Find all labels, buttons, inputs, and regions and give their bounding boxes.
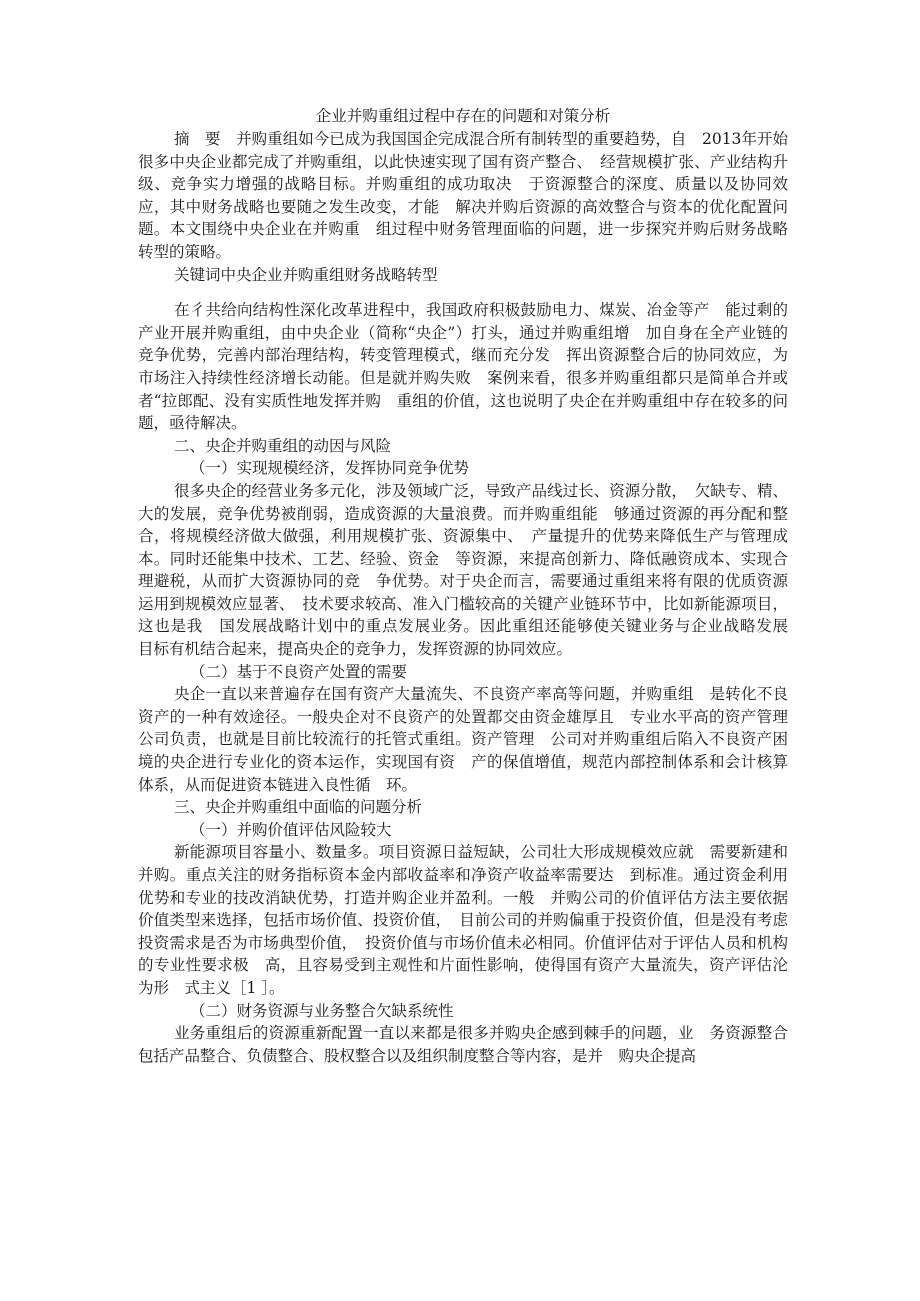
- section-3-1-body: 新能源项目容量小、数量多。项目资源日益短缺，公司壮大形成规模效应就 需要新建和并购。重点关注的财务指标资本金内部收益率和净资产收益率需要达 到标准。通过资金利用优势和专业的技改消缺优势，打造并购企业并盈利。一般 并购公司的价值评估方法主要依据价值类型来选择，包括市场价值、投资价值， 目前公司的并购偏重于投资价值，但是没有考虑投资需求是否为市场典型价值， 投资价值与市场价值未必相同。价值评估对于评估人员和机构的专业性要求极 高，且容易受到主观性和片面性影响，使得国有资产大量流失，资产评估沦为形 式主义［1 ］。: [138, 843, 788, 997]
- section-2-heading: 二、央企并购重组的动因与风险: [174, 436, 392, 455]
- section-3-2-heading: （二）财务资源与业务整合欠缺系统性: [190, 1001, 454, 1020]
- paragraph-gap: [138, 286, 788, 299]
- intro-paragraph: 在彳共给向结构性深化改革进程中，我国政府积极鼓励电力、煤炭、冶金等产 能过剩的产业开展并购重组，由中央企业（简称“央企”）打头，通过并购重组增 加自身在全产业链的竞争优势，完善内部治理结构，转变管理模式，继而充分发 挥出资源整合后的协同效应，为市场注入持续性经济增长动能。但是就并购失败 案例来看，很多并购重组都只是简单合并或者“拉郎配、没有实质性地发挥并购 重组的价值，这也说明了央企在并购重组中存在较多的问题，亟待解决。: [138, 301, 788, 433]
- section-3-2-body: 业务重组后的资源重新配置一直以来都是很多并购央企感到棘手的问题，业 务资源整合包括产品整合、负债整合、股权整合以及组织制度整合等内容，是并 购央企提高: [138, 1024, 788, 1065]
- section-2-1-heading: （一）实现规模经济，发挥协同竞争优势: [190, 459, 470, 478]
- section-3-heading: 三、央企并购重组中面临的问题分析: [174, 798, 423, 817]
- document-title: 企业并购重组过程中存在的问题和对策分析: [315, 107, 611, 125]
- section-2-2-body: 央企一直以来普遍存在国有资产大量流失、不良资产率高等问题，并购重组 是转化不良资产的一种有效途径。一般央企对不良资产的处置都交由资金雄厚且 专业水平高的资产管理公司负责，也就是目前比较流行的托管式重组。资产管理 公司对并购重组后陷入不良资产困境的央企进行专业化的资本运作，实现国有资 产的保值增值，规范内部控制体系和会计核算体系，从而促进资本链进入良性循 环。: [138, 685, 788, 794]
- section-3-1-heading: （一）并购价值评估风险较大: [190, 820, 392, 839]
- section-2-2-heading: （二）基于不良资产处置的需要: [190, 662, 408, 681]
- document-page: [138, 104, 804, 1067]
- keywords-line: 关键词中央企业并购重组财务战略转型: [174, 265, 438, 284]
- section-2-1-body: 很多央企的经营业务多元化，涉及领域广泛，导致产品线过长、资源分散， 欠缺专、精、大的发展，竞争优势被削弱，造成资源的大量浪费。而并购重组能 够通过资源的再分配和整合，将规模经济做大做强，利用规模扩张、资源集中、 产量提升的优势来降低生产与管理成本。同时还能集中技术、工艺、经验、资金 等资源，来提高创新力、降低融资成本、实现合理避税，从而扩大资源协同的竞 争优势。对于央企而言，需要通过重组来将有限的优质资源运用到规模效应显著、 技术要求较高、准入门槛较高的关键产业链环节中，比如新能源项目，这也是我 国发展战略计划中的重点发展业务。因此重组还能够使关键业务与企业战略发展 目标有机结合起来，提高央企的竞争力，发挥资源的协同效应。: [138, 481, 804, 659]
- abstract-paragraph: 摘 要 并购重组如今已成为我国国企完成混合所有制转型的重要趋势，自 2013年开始很多中央企业都完成了并购重组，以此快速实现了国有资产整合、 经营规模扩张、产业结构升级、竞争实力增强的战略目标。并购重组的成功取决 于资源整合的深度、质量以及协同效应，其中财务战略也要随之发生改变，才能 解决并购后资源的高效整合与资本的优化配置问题。本文围绕中央企业在并购重 组过程中财务管理面临的问题，进一步探究并购后财务战略转型的策略。: [138, 130, 788, 261]
